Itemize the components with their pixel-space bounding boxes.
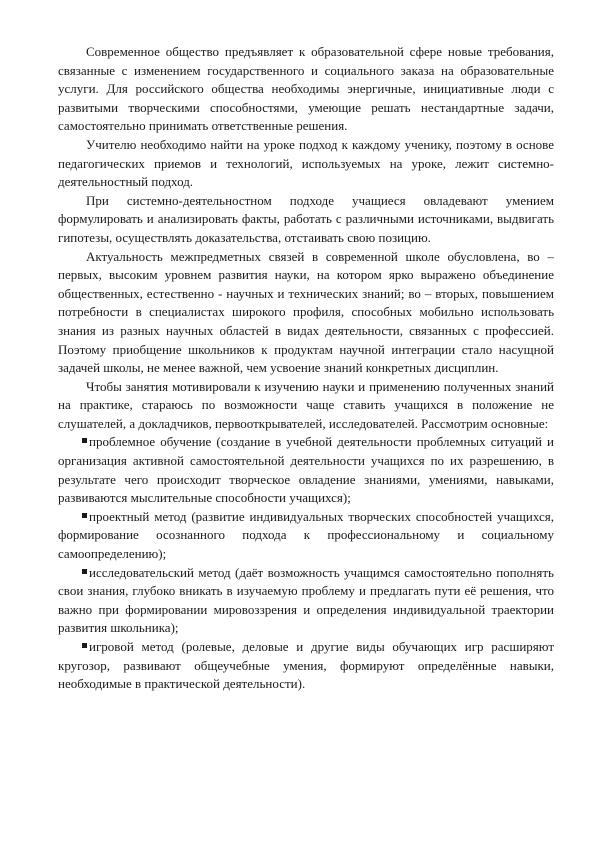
list-item-text: проблемное обучение (создание в учебной деятельности проблемных ситуаций и организация активной самостоятельной деятельности учащихся по их разрешению, в результате чего происходит творческое овладение знаниями, умениями, навыками, развиваются мыслительные способности учащихся); [58, 434, 554, 506]
square-bullet-icon [82, 569, 87, 574]
paragraph-approach: Учителю необходимо найти на уроке подход к каждому ученику, поэтому в основе педагогических приемов и технологий, используемых на уроке, лежит системно-деятельностный подход. [58, 136, 554, 190]
paragraph-intro: Современное общество предъявляет к образовательной сфере новые требования, связанные с изменением государственного и социального заказа на образовательные услуги. Для российского общества необходимы энергичные, инициативные люди с развитыми творческими способностями, умеющие решать нестандартные задачи, самостоятельно принимать ответственные решения. [58, 44, 554, 134]
paragraph-system-activity: При системно-деятельностном подходе учащиеся овладевают умением формулировать и анализировать факты, работать с различными источниками, выдвигать гипотезы, осуществлять доказательства, отстаивать свою позицию. [58, 192, 554, 245]
list-item-game-method [58, 638, 554, 694]
square-bullet-icon [82, 438, 87, 443]
list-item-research-method [58, 564, 554, 638]
list-item-problem-learning [58, 433, 554, 507]
list-item-text: проектный метод (развитие индивидуальных творческих способностей учащихся, формирование осознанного подхода к профессиональному и социальному самоопределению); [58, 508, 554, 562]
paragraph-motivation: Чтобы занятия мотивировали к изучению науки и применению полученных знаний на практике, стараюсь по возможности чаще ставить учащихся в положение не слушателей, а докладчиков, первооткрывателей, исследователей. Рассмотрим основные: [58, 378, 554, 431]
list-item-project-method [58, 508, 554, 564]
square-bullet-icon [82, 643, 87, 648]
document-page [58, 43, 554, 694]
list-item-text: игровой метод (ролевые, деловые и другие виды обучающих игр расширяют кругозор, развивают общеучебные умения, формируют определённые навыки, необходимые в практической деятельности). [58, 639, 554, 692]
square-bullet-icon [82, 513, 87, 518]
list-item-text: исследовательский метод (даёт возможность учащимся самостоятельно пополнять свои знания, глубоко вникать в изучаемую проблему и предлагать пути её решения, что важно при формировании мировоззрения и определения индивидуальной траектории развития школьника); [58, 564, 554, 636]
paragraph-interdisciplinary: Актуальность межпредметных связей в современной школе обусловлена, во – первых, высоким уровнем развития науки, на котором ярко выражено объединение общественных, естественно - научных и технических знаний; во – вторых, повышением потребности в специалистах широкого профиля, способных мобильно использовать знания из разных научных областей в видах деятельности, связанных с профессией. Поэтому приобщение школьников к продуктам научной интеграции стало насущной задачей школы, не менее важной, чем усвоение знаний конкретных дисциплин. [58, 248, 554, 376]
